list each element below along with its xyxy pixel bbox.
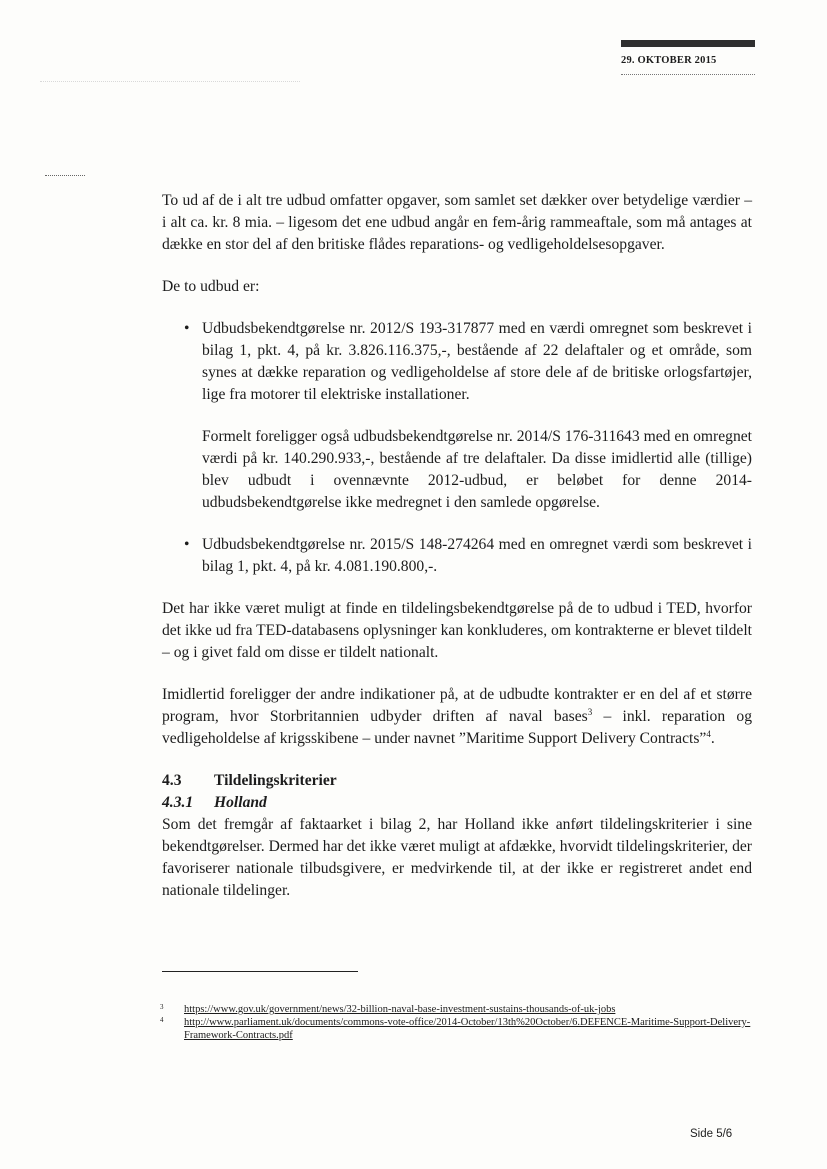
paragraph-list-intro: De to udbud er: [162,278,260,295]
section-heading: 4.3 Tildelingskriterier [162,772,337,789]
faint-divider [40,81,300,82]
page-number: Side 5/6 [690,1128,733,1140]
footnote-link[interactable]: http://www.parliament.uk/documents/commons-vote-office/2014-October/13th%20October/6.DEFENCE-Maritime-Support-Delivery-Framework-Contracts.pdf [184,1017,751,1041]
footnote-ref-4[interactable]: 4 [706,729,711,739]
list-item-text: Udbudsbekendtgørelse nr. 2012/S 193-317877 med en værdi omregnet som beskrevet i bilag 1, pkt. 4, på kr. 3.826.116.375,-, bestående af 22 delaftaler og et område, som synes at dække reparation og vedligeholdelse af store dele af de britiske orlogsfartøjer, lige fra motorer til elektriske installationer. [202,320,752,403]
paragraph-holland: Som det fremgår af faktaarket i bilag 2, har Holland ikke anført tildelingskriterier i sine bekendtgørelser. Dermed har det ikke været muligt at afdække, hvorvidt tildelingskriterier, der favoriserer nationale tilbudsgivere, er medvirkende til, at der ikke er registreret andet end nationale tildelinger. [162,816,752,899]
subsection-heading: 4.3.1 Holland [162,794,267,811]
footnote-ref-3[interactable]: 3 [587,707,593,717]
list-item-note: Formelt foreligger også udbudsbekendtgørelse nr. 2014/S 176-311643 med en omregnet værdi på kr. 140.290.933,-, bestående af tre delaftaler. Da disse imidlertid alle (tillige) blev udbudt i ovennævnte 2012-udbud, er beløbet for denne 2014-udbudsbekendtgørelse ikke medregnet i den samlede opgørelse. [202,428,752,511]
list-item [184,534,752,578]
body-text [162,190,752,902]
paragraph-intro: To ud af de i alt tre udbud omfatter opgaver, som samlet set dækker over betydelige værdier – i alt ca. kr. 8 mia. – ligesom det ene udbud angår en fem-årig rammeaftale, som må antages at dække en stor del af den britiske flådes reparations- og vedligeholdelsesopgaver. [162,192,752,253]
bullet-icon: • [184,320,190,337]
list-item [184,318,752,514]
list-item-text: Udbudsbekendtgørelse nr. 2015/S 148-274264 med en omregnet værdi som beskrevet i bilag 1, pkt. 4, på kr. 4.081.190.800,-. [202,536,752,575]
paragraph-program: Imidlertid foreligger der andre indikationer på, at de udbudte kontrakter er en del af et større program, hvor Storbritannien udbyder driften af naval bases$^3$ – inkl. reparation og vedligeholdelse af krigsskibene – under navnet ”Maritime Support Delivery Contracts”$^4$. [162,686,752,747]
header-date: 29. OKTOBER 2015 [621,55,717,66]
header-bar [621,40,755,47]
bullet-icon: • [184,536,190,553]
footnote-link[interactable]: https://www.gov.uk/government/news/32-billion-naval-base-investment-sustains-thousands-of-uk-jobs [184,1004,616,1015]
paragraph-ted: Det har ikke været muligt at finde en tildelingsbekendtgørelse på de to udbud i TED, hvorfor det ikke ud fra TED-databasens oplysninger kan konkluderes, om kontrakterne er blevet tildelt – og i givet fald om disse er tildelt nationalt. [162,600,752,661]
header-divider [621,74,755,75]
margin-mark [45,175,85,176]
tender-list [162,318,752,578]
footnote-rule [162,971,358,972]
